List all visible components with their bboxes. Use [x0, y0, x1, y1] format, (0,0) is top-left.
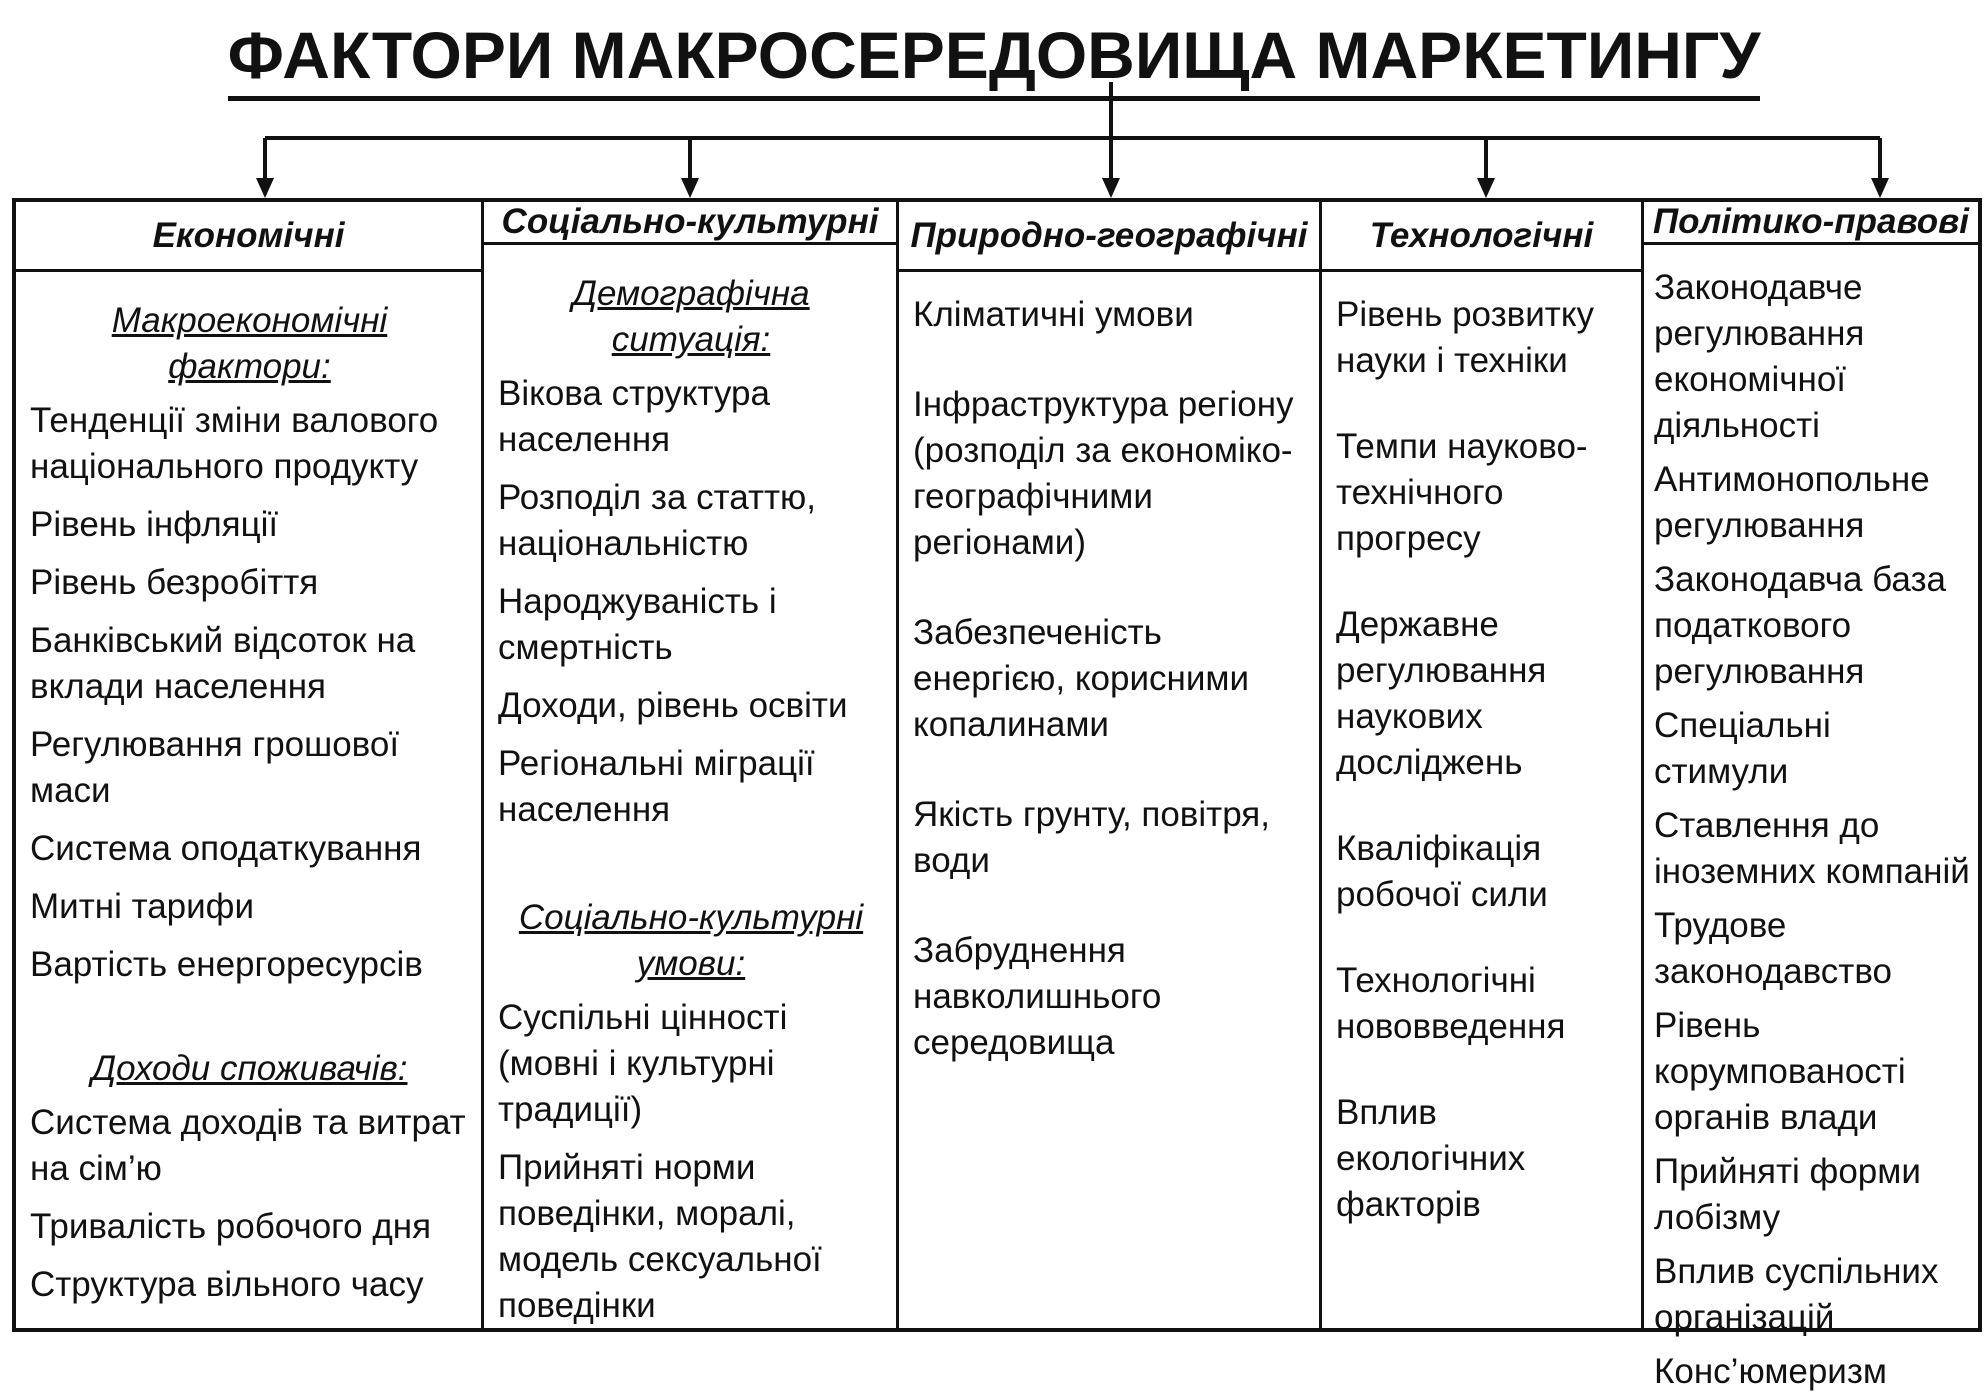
list-item: Забруднення навколишнього середовища: [913, 931, 1162, 1062]
list-item: Регіональні міграції населення: [498, 744, 815, 829]
list-item: Законодавче регулювання економічної діяльності: [1654, 268, 1865, 445]
arrowhead: [256, 178, 274, 198]
column-social-cultural: [484, 202, 899, 1328]
list-item: Державне регулювання наукових досліджень: [1336, 605, 1547, 782]
subheading: Демографічна ситуація:: [572, 274, 810, 359]
list-item: Структура вільного часу: [30, 1265, 424, 1304]
list-item: Технологічні нововведення: [1336, 961, 1566, 1046]
arrowhead: [1102, 178, 1120, 198]
list-item: Система доходів та витрат на сім’ю: [30, 1103, 466, 1188]
list-item: Ставлення до іноземних компаній: [1654, 806, 1970, 891]
list-item: Вплив суспільних організацій: [1654, 1252, 1939, 1337]
column-technological: [1322, 202, 1644, 1328]
list-item: Кліматичні умови: [913, 295, 1194, 334]
list-item: Доходи, рівень освіти: [498, 686, 848, 725]
list-item: Митні тарифи: [30, 887, 255, 926]
list-item: Темпи науково-технічного прогресу: [1336, 427, 1588, 558]
connector-arrows: [0, 0, 1988, 200]
subheading: Доходи споживачів:: [91, 1049, 408, 1088]
subheading: Соціально-культурні умови:: [518, 898, 864, 983]
list-item: Прийняті норми поведінки, моралі, модель сексуальної поведінки: [498, 1148, 822, 1325]
column-header: Технологічні: [1322, 202, 1641, 272]
list-item: Суспільні цінності (мовні і культурні традиції): [498, 998, 788, 1129]
subheading: Макроекономічні фактори:: [111, 301, 388, 386]
column-header: Соціально-культурні: [484, 202, 896, 245]
list-item: Трудове законодавство: [1654, 906, 1892, 991]
list-item: Тенденції зміни валового національного продукту: [30, 401, 439, 486]
arrowhead: [1477, 178, 1495, 198]
arrowhead: [1871, 178, 1889, 198]
list-item: Банківський відсоток на вклади населення: [30, 621, 416, 706]
list-item: Народжуваність і смертність: [498, 582, 777, 667]
list-item: Кваліфікація робочої сили: [1336, 829, 1548, 914]
list-item: Антимонопольне регулювання: [1654, 460, 1930, 545]
list-item: Якість грунту, повітря, води: [913, 795, 1270, 880]
column-political-legal: [1644, 202, 1978, 1391]
arrowhead: [681, 178, 699, 198]
list-item: Забезпеченість енергією, корисними копалинами: [913, 613, 1250, 744]
column-natural-geographic: [899, 202, 1322, 1328]
list-item: Рівень розвитку науки і техніки: [1336, 295, 1595, 380]
list-item: Вплив екологічних факторів: [1336, 1093, 1526, 1224]
factors-table: [12, 198, 1982, 1391]
list-item: Рівень безробіття: [30, 563, 319, 602]
list-item: Спеціальні стимули: [1654, 706, 1831, 791]
list-item: Законодавча база податкового регулювання: [1654, 560, 1946, 691]
list-item: Тривалість робочого дня: [30, 1207, 432, 1246]
column-economic: [16, 202, 484, 1328]
diagram-title: ФАКТОРИ МАКРОСЕРЕДОВИЩА МАРКЕТИНГУ: [0, 22, 1988, 88]
list-item: Розподіл за статтю, національністю: [498, 478, 817, 563]
list-item: Рівень корумпованості органів влади: [1654, 1006, 1906, 1137]
column-header: Політико-правові: [1644, 202, 1978, 245]
list-item: Регулювання грошової маси: [30, 725, 400, 810]
list-item: Конс’юмеризм: [1654, 1352, 1887, 1391]
list-item: Рівень інфляції: [30, 505, 279, 544]
list-item: Прийняті форми лобізму: [1654, 1152, 1921, 1237]
list-item: Інфраструктура регіону (розподіл за економіко-географічними регіонами): [913, 385, 1294, 562]
list-item: Вартість енергоресурсів: [30, 945, 423, 984]
list-item: Система оподаткування: [30, 829, 422, 868]
list-item: Вікова структура населення: [498, 374, 770, 459]
column-header: Економічні: [16, 202, 481, 272]
column-header: Природно-географічні: [899, 202, 1319, 272]
